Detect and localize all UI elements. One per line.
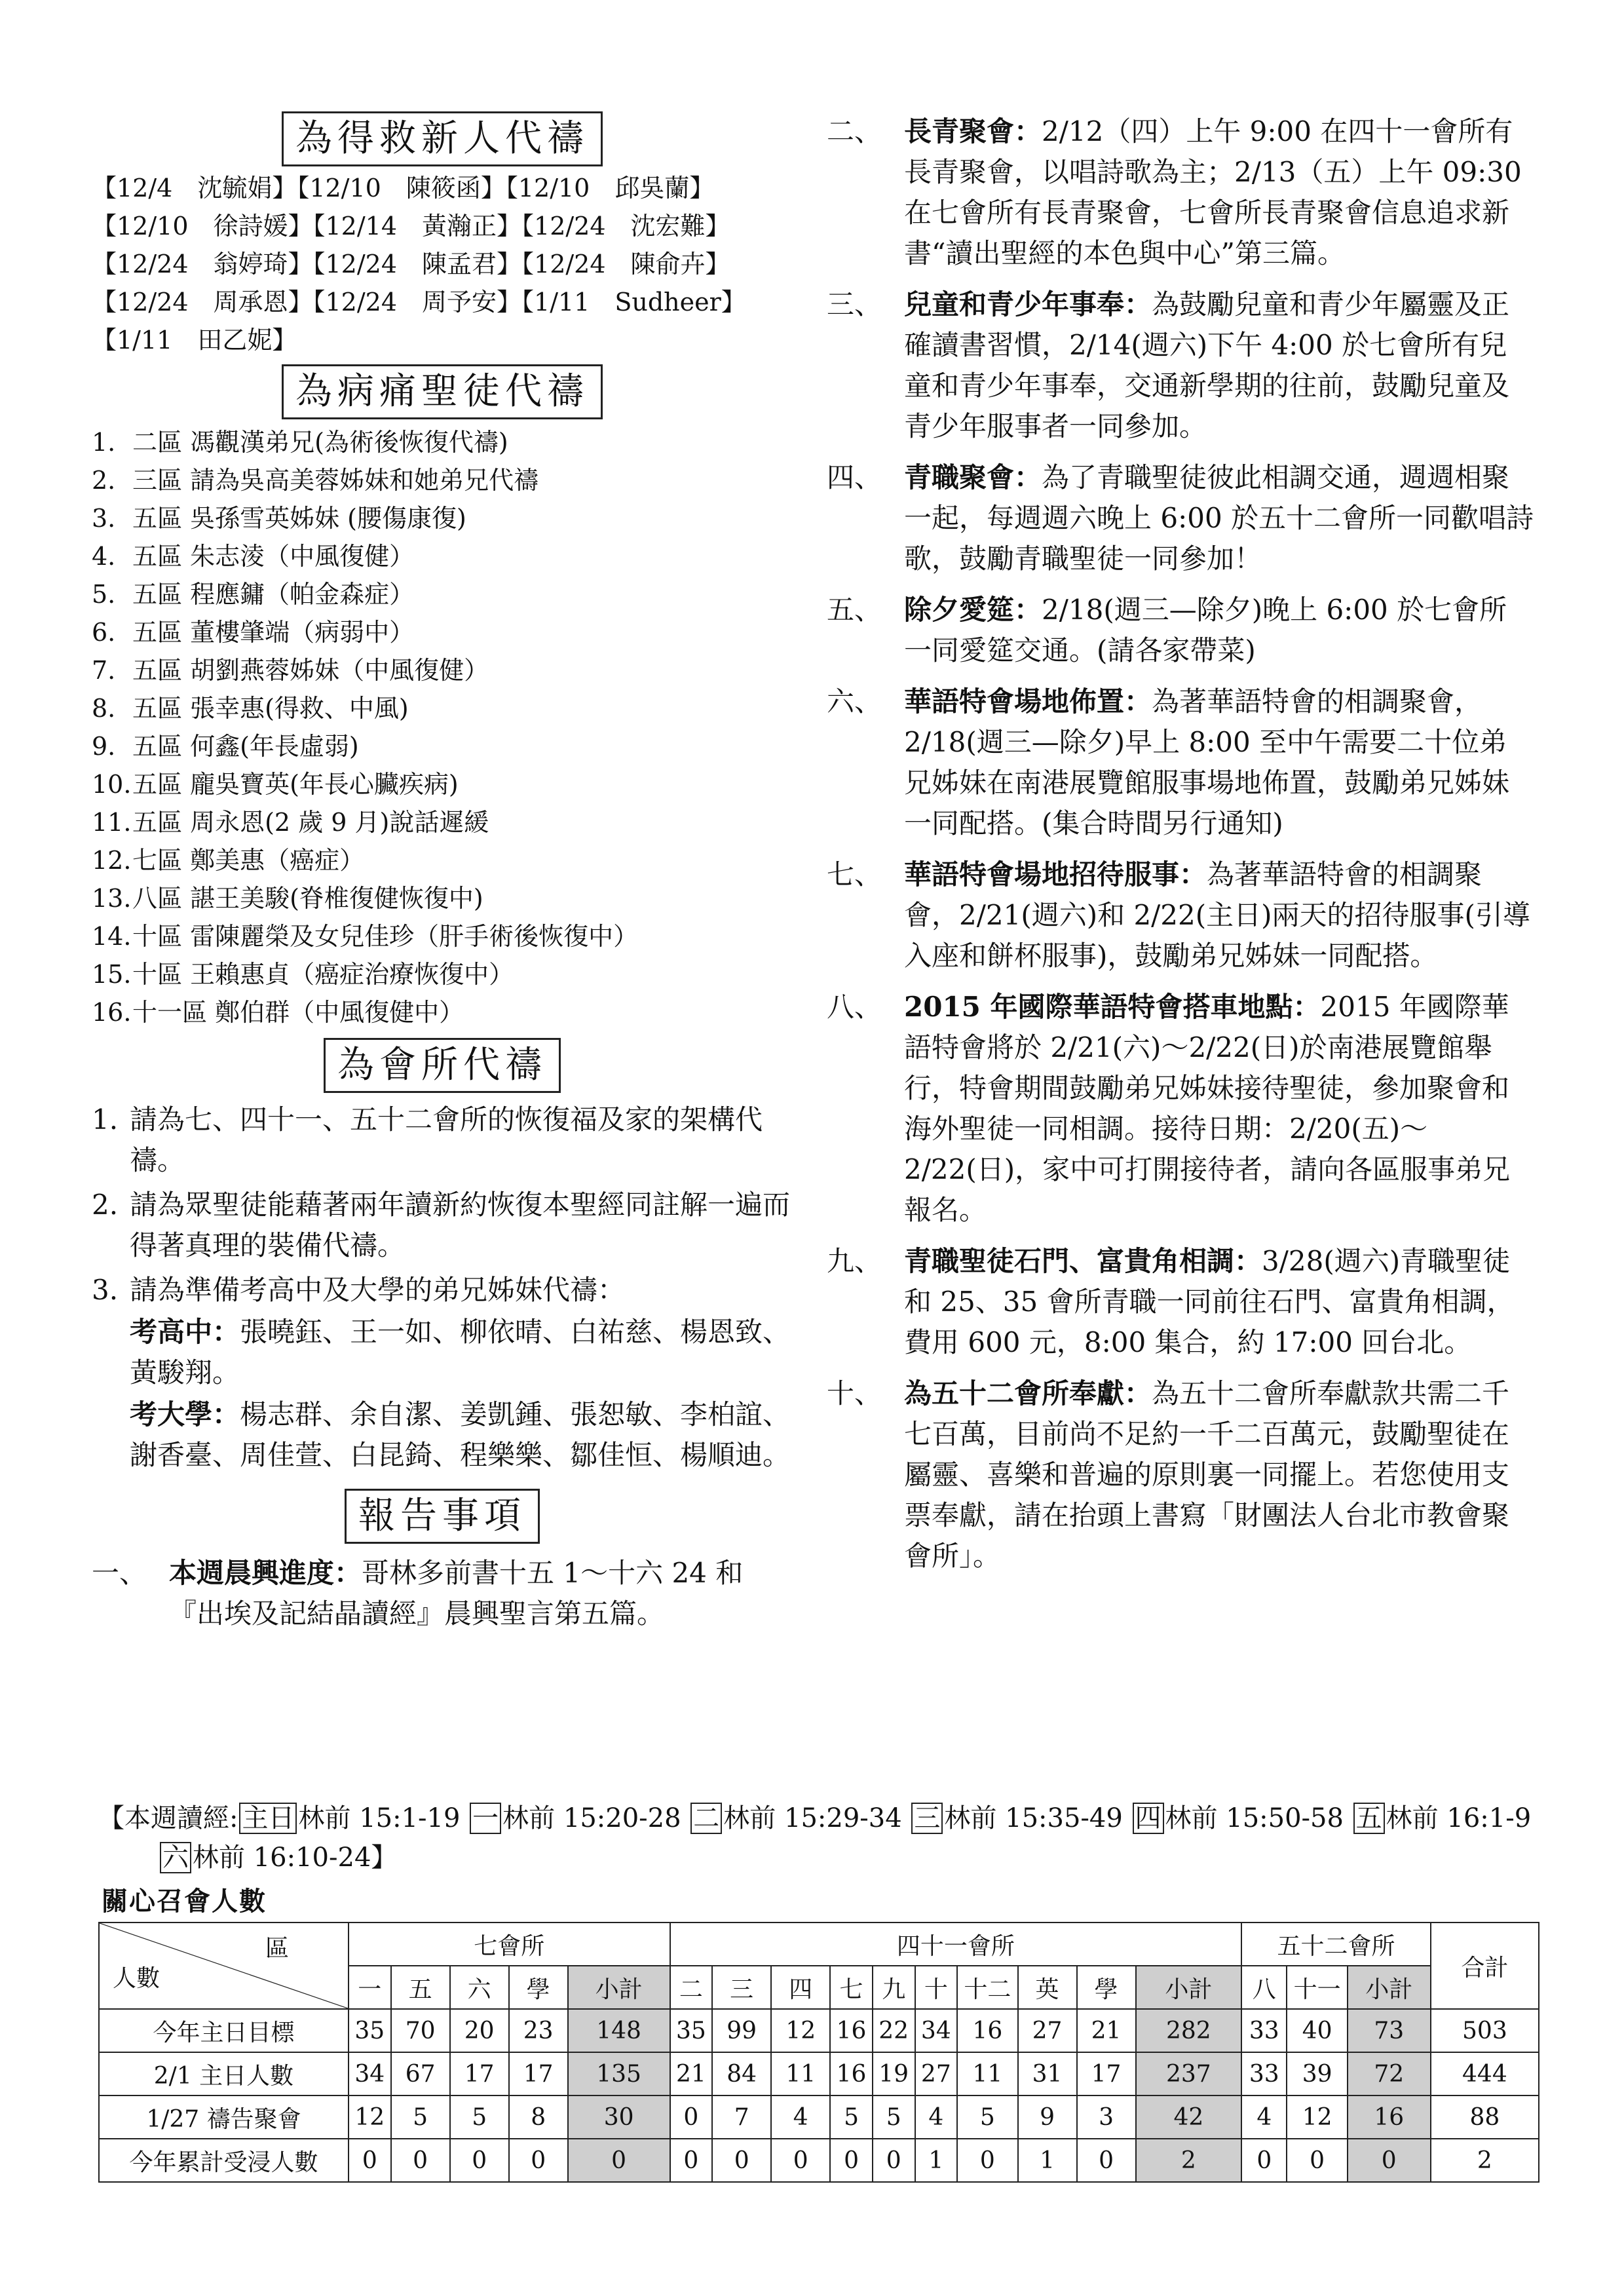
table-cell: 7 <box>712 2095 771 2139</box>
table-cell: 0 <box>391 2139 450 2182</box>
table-cell: 0 <box>771 2139 830 2182</box>
table-cell: 237 <box>1136 2052 1242 2095</box>
table-cell: 84 <box>712 2052 771 2095</box>
table-cell: 0 <box>450 2139 509 2182</box>
table-cell: 27 <box>1018 2009 1077 2052</box>
row-label: 1/27 禱告聚會 <box>99 2095 349 2139</box>
table-corner-cell <box>99 1923 349 2009</box>
column-header: 十一 <box>1287 1966 1347 2009</box>
table-cell: 11 <box>957 2052 1017 2095</box>
column-header: 小計 <box>568 1966 670 2009</box>
newcomers-line: 【12/24 翁婷琦】【12/24 陳孟君】【12/24 陳俞卉】 <box>92 250 730 278</box>
reports-list-left <box>92 1553 793 1634</box>
column-header: 十二 <box>957 1966 1017 2009</box>
table-cell: 16 <box>957 2009 1017 2052</box>
sick-item <box>92 727 793 765</box>
report-heading: 本週晨興進度： <box>169 1557 362 1589</box>
table-cell: 67 <box>391 2052 450 2095</box>
sick-item-text: 五區 程應鏞（帕金森症） <box>132 580 415 609</box>
table-row <box>99 2139 1539 2182</box>
reading-day: 五 <box>1353 1803 1385 1834</box>
column-header: 八 <box>1241 1966 1287 2009</box>
column-header: 英 <box>1018 1966 1077 2009</box>
table-cell: 0 <box>1077 2139 1136 2182</box>
report-heading: 長青聚會： <box>904 115 1042 147</box>
sick-item <box>92 461 793 499</box>
sick-item-number: 14. <box>92 922 132 951</box>
sick-item-number: 15. <box>92 960 132 989</box>
table-cell: 503 <box>1431 2009 1539 2052</box>
table-cell: 42 <box>1136 2095 1242 2139</box>
report-body: 為五十二會所奉獻款共需二千七百萬，目前尚不足約一千二百萬元，鼓勵聖徒在屬靈、喜樂和普遍的原則裏一同擺上。若您使用支票奉獻，請在抬頭上書寫「財團法人台北市教會聚會所」。 <box>904 1377 1510 1572</box>
table-cell: 0 <box>568 2139 670 2182</box>
report-heading: 2015 年國際華語特會搭車地點： <box>904 991 1321 1023</box>
table-cell: 5 <box>957 2095 1017 2139</box>
sick-item-number: 2. <box>92 466 116 495</box>
sick-item <box>92 955 793 993</box>
sick-item-number: 10. <box>92 770 132 799</box>
report-heading: 華語特會場地招待服事： <box>904 858 1207 890</box>
report-index: 三、 <box>827 288 882 320</box>
table-row <box>99 2009 1539 2052</box>
sick-item-number: 1. <box>92 428 116 457</box>
reading-suffix: 】 <box>371 1843 398 1873</box>
newcomers-line: 【12/24 周承恩】【12/24 周予安】【1/11 Sudheer】 <box>92 288 746 316</box>
report-item <box>92 1553 793 1634</box>
table-cell: 33 <box>1241 2052 1287 2095</box>
reading-ref: 林前 15:1-19 <box>298 1803 461 1833</box>
group-header: 七會所 <box>349 1923 670 1966</box>
newcomers-line: 【12/10 徐詩媛】【12/14 黃瀚正】【12/24 沈宏難】 <box>92 212 730 240</box>
sick-title: 為病痛聖徒代禱 <box>282 364 603 419</box>
sick-item-number: 16. <box>92 998 132 1027</box>
table-cell: 2 <box>1431 2139 1539 2182</box>
table-body <box>99 2009 1539 2182</box>
table-cell: 17 <box>450 2052 509 2095</box>
group-header: 四十一會所 <box>670 1923 1242 1966</box>
sick-item-number: 5. <box>92 580 116 609</box>
table-cell: 444 <box>1431 2052 1539 2095</box>
table-cell: 4 <box>1241 2095 1287 2139</box>
sick-item <box>92 575 793 613</box>
table-cell: 12 <box>771 2009 830 2052</box>
table-cell: 21 <box>1077 2009 1136 2052</box>
sick-item-number: 9. <box>92 732 116 761</box>
reading-ref: 林前 15:20-28 <box>502 1803 681 1833</box>
highschool-label: 考高中： <box>130 1316 240 1348</box>
report-item <box>827 111 1534 274</box>
sick-item-text: 八區 諶王美駿(脊椎復健恢復中) <box>132 884 483 913</box>
hall-list <box>92 1100 793 1476</box>
reading-day: 四 <box>1133 1803 1164 1834</box>
sick-item <box>92 689 793 727</box>
university-candidates <box>130 1394 793 1476</box>
sick-item-text: 五區 胡劉燕蓉姊妹（中風復健） <box>132 656 489 685</box>
table-cell: 5 <box>830 2095 873 2139</box>
table-cell: 16 <box>830 2052 873 2095</box>
table-cell: 16 <box>830 2009 873 2052</box>
sick-item-text: 五區 周永恩(2 歲 9 月)說話遲緩 <box>132 808 489 837</box>
table-cell: 17 <box>509 2052 568 2095</box>
table-cell: 148 <box>568 2009 670 2052</box>
table-cell: 0 <box>1348 2139 1431 2182</box>
sick-item <box>92 613 793 651</box>
report-heading: 除夕愛筵： <box>904 594 1042 626</box>
table-cell: 0 <box>1241 2139 1287 2182</box>
report-item <box>827 1373 1534 1577</box>
table-cell: 12 <box>349 2095 391 2139</box>
report-heading: 為五十二會所奉獻： <box>904 1377 1152 1409</box>
sick-list <box>92 423 793 1031</box>
sick-item-text: 三區 請為吳高美蓉姊妹和她弟兄代禱 <box>132 466 539 495</box>
table-cell: 12 <box>1287 2095 1347 2139</box>
sick-item <box>92 423 793 461</box>
report-heading: 兒童和青少年事奉： <box>904 288 1152 320</box>
table-cell: 19 <box>873 2052 915 2095</box>
report-body: 2015 年國際華語特會將於 2/21(六)～2/22(日)於南港展覽館舉行，特會期間鼓勵弟兄姊妹接待聖徒，參加聚會和海外聖徒一同相調。接待日期：2/20(五)～2/22(日)，家中可打開接待者，請向各區服事弟兄報名。 <box>904 991 1511 1226</box>
column-header: 七 <box>830 1966 873 2009</box>
sick-item-text: 五區 董樓肇端（病弱中） <box>132 618 415 647</box>
corner-district-label: 區 <box>265 1935 289 1962</box>
sick-item-number: 7. <box>92 656 116 685</box>
sick-item-text: 二區 馮觀漢弟兄(為術後恢復代禱) <box>132 428 508 457</box>
column-header: 十 <box>915 1966 958 2009</box>
table-cell: 8 <box>509 2095 568 2139</box>
table-cell: 33 <box>1241 2009 1287 2052</box>
sick-item-number: 6. <box>92 618 116 647</box>
hall-item: 1. 請為七、四十一、五十二會所的恢復福及家的架構代禱。 <box>92 1100 793 1181</box>
table-cell: 0 <box>957 2139 1017 2182</box>
hall-title: 為會所代禱 <box>324 1038 561 1093</box>
sick-item-text: 五區 張幸惠(得救、中風) <box>132 694 409 723</box>
table-cell: 5 <box>391 2095 450 2139</box>
column-header: 小計 <box>1348 1966 1431 2009</box>
sick-item-text: 五區 何鑫(年長虛弱) <box>132 732 359 761</box>
table-cell: 0 <box>349 2139 391 2182</box>
table-cell: 135 <box>568 2052 670 2095</box>
reading-day: 二 <box>690 1803 722 1834</box>
table-cell: 72 <box>1348 2052 1431 2095</box>
reading-day: 一 <box>470 1803 501 1834</box>
table-cell: 30 <box>568 2095 670 2139</box>
report-item <box>827 590 1534 671</box>
sick-item-text: 十區 雷陳麗榮及女兒佳珍（肝手術後恢復中） <box>132 922 639 951</box>
table-cell: 27 <box>915 2052 958 2095</box>
left-column <box>92 111 793 1645</box>
table-cell: 0 <box>712 2139 771 2182</box>
row-label: 今年累計受浸人數 <box>99 2139 349 2182</box>
hall-item-text: 請為七、四十一、五十二會所的恢復福及家的架構代禱。 <box>130 1103 763 1176</box>
report-item <box>827 1241 1534 1363</box>
report-heading: 青職聖徒石門、富貴角相調： <box>904 1245 1262 1277</box>
table-cell: 23 <box>509 2009 568 2052</box>
sick-item-number: 12. <box>92 846 132 875</box>
column-header: 三 <box>712 1966 771 2009</box>
table-cell: 0 <box>670 2139 713 2182</box>
reports-title: 報告事項 <box>345 1489 540 1544</box>
report-heading: 青職聚會： <box>904 461 1042 493</box>
table-cell: 2 <box>1136 2139 1242 2182</box>
column-header: 六 <box>450 1966 509 2009</box>
table-cell: 9 <box>1018 2095 1077 2139</box>
table-row <box>99 2095 1539 2139</box>
report-body: 為鼓勵兒童和青少年屬靈及正確讀書習慣，2/14(週六)下午 4:00 於七會所有兒童和青少年事奉，交通新學期的往前，鼓勵兒童及青少年服事者一同參加。 <box>904 288 1510 442</box>
report-body: 2/12（四）上午 9:00 在四十一會所有長青聚會，以唱詩歌為主；2/13（五）上午 09:30 在七會所有長青聚會，七會所長青聚會信息追求新書“讀出聖經的本色與中心”第三篇。 <box>904 115 1522 269</box>
report-item <box>827 987 1534 1231</box>
hall-item-text: 請為眾聖徒能藉著兩年讀新約恢復本聖經同註解一遍而得著真理的裝備代禱。 <box>130 1189 791 1261</box>
table-cell: 282 <box>1136 2009 1242 2052</box>
newcomers-line: 【1/11 田乙妮】 <box>92 326 297 354</box>
group-header: 五十二會所 <box>1241 1923 1431 1966</box>
sick-item-number: 13. <box>92 884 132 913</box>
table-cell: 88 <box>1431 2095 1539 2139</box>
newcomers-list <box>92 169 793 359</box>
sick-item <box>92 651 793 689</box>
table-cell: 0 <box>670 2095 713 2139</box>
total-header: 合計 <box>1431 1923 1539 2009</box>
row-label: 2/1 主日人數 <box>99 2052 349 2095</box>
report-index: 六、 <box>827 685 882 718</box>
table-cell: 5 <box>873 2095 915 2139</box>
table-cell: 70 <box>391 2009 450 2052</box>
column-header: 五 <box>391 1966 450 2009</box>
report-index: 八、 <box>827 991 882 1023</box>
sick-item <box>92 537 793 575</box>
sick-item <box>92 879 793 917</box>
sick-item <box>92 993 793 1031</box>
sick-item-number: 11. <box>92 808 132 837</box>
sick-item-text: 五區 朱志淩（中風復健） <box>132 542 415 571</box>
sick-item <box>92 765 793 803</box>
reading-ref: 林前 15:50-58 <box>1165 1803 1344 1833</box>
column-header: 二 <box>670 1966 713 2009</box>
table-cell: 40 <box>1287 2009 1347 2052</box>
report-body: 3/28(週六)青職聖徒和 25、35 會所青職一同前往石門、富貴角相調，費用 600 元，8:00 集合，約 17:00 回台北。 <box>904 1245 1515 1358</box>
university-label: 考大學： <box>130 1398 240 1430</box>
table-cell: 34 <box>915 2009 958 2052</box>
row-label: 今年主日目標 <box>99 2009 349 2052</box>
report-index: 十、 <box>827 1377 882 1409</box>
weekly-reading <box>98 1799 1539 1877</box>
newcomers-line: 【12/4 沈毓娟】【12/10 陳筱函】【12/10 邱吳蘭】 <box>92 174 715 202</box>
report-index: 九、 <box>827 1245 882 1277</box>
table-cell: 11 <box>771 2052 830 2095</box>
reading-ref: 林前 15:35-49 <box>944 1803 1123 1833</box>
report-body: 哥林多前書十五 1～十六 24 和『出埃及記結晶讀經』晨興聖言第五篇。 <box>169 1557 744 1630</box>
sick-item <box>92 803 793 841</box>
hall-item: 3. 請為準備考高中及大學的弟兄姊妹代禱： 考高中：張曉鈺、王一如、柳依晴、白祐慈、楊恩致、黃駿翔。 考大學：楊志群、余自潔、姜凱鍾、張恕敏、李柏誼、謝香臺、周佳萱、白昆錡、程樂樂、鄒佳恒、楊順迪。 <box>92 1270 793 1476</box>
sick-item <box>92 499 793 537</box>
table-cell: 3 <box>1077 2095 1136 2139</box>
sick-item-text: 十一區 鄭伯群（中風復健中） <box>132 998 464 1027</box>
reading-ref: 林前 16:10-24 <box>193 1843 371 1873</box>
sick-item-text: 七區 鄭美惠（癌症） <box>132 846 365 875</box>
table-cell: 34 <box>349 2052 391 2095</box>
sick-item-number: 3. <box>92 504 116 533</box>
table-cell: 0 <box>873 2139 915 2182</box>
table-cell: 17 <box>1077 2052 1136 2095</box>
table-cell: 20 <box>450 2009 509 2052</box>
column-header: 學 <box>509 1966 568 2009</box>
sick-item-number: 8. <box>92 694 116 723</box>
column-header: 四 <box>771 1966 830 2009</box>
table-cell: 1 <box>1018 2139 1077 2182</box>
table-cell: 4 <box>915 2095 958 2139</box>
reading-ref: 林前 16:1-9 <box>1386 1803 1532 1833</box>
table-cell: 39 <box>1287 2052 1347 2095</box>
report-index: 七、 <box>827 858 882 890</box>
right-column <box>827 111 1534 1587</box>
column-header: 學 <box>1077 1966 1136 2009</box>
column-header: 小計 <box>1136 1966 1242 2009</box>
corner-count-label: 人數 <box>113 1965 161 1992</box>
sick-item-text: 十區 王賴惠貞（癌症治療恢復中） <box>132 960 514 989</box>
sick-item-text: 五區 龐吳寶英(年長心臟疾病) <box>132 770 459 799</box>
stats-title: 關心召會人數 <box>102 1886 267 1917</box>
reading-day: 三 <box>911 1803 943 1834</box>
report-body: 為著華語特會的相調聚會，2/21(週六)和 2/22(主日)兩天的招待服事(引導入座和餅杯服事)，鼓勵弟兄姊妹一同配搭。 <box>904 858 1530 972</box>
table-cell: 73 <box>1348 2009 1431 2052</box>
report-body: 為了青職聖徒彼此相調交通，週週相聚一起，每週週六晚上 6:00 於五十二會所一同歡唱詩歌，鼓勵青職聖徒一同參加！ <box>904 461 1534 575</box>
table-cell: 0 <box>1287 2139 1347 2182</box>
table-cell: 16 <box>1348 2095 1431 2139</box>
sick-item-number: 4. <box>92 542 116 571</box>
table-cell: 0 <box>830 2139 873 2182</box>
reading-prefix: 【本週讀經: <box>98 1803 238 1833</box>
report-item <box>827 681 1534 844</box>
highschool-names: 張曉鈺、王一如、柳依晴、白祐慈、楊恩致、黃駿翔。 <box>130 1316 791 1388</box>
table-row <box>99 2052 1539 2095</box>
sick-item <box>92 841 793 879</box>
column-header: 九 <box>873 1966 915 2009</box>
table-cell: 1 <box>915 2139 958 2182</box>
reading-day: 主日 <box>239 1803 297 1834</box>
report-body: 2/18(週三—除夕)晚上 6:00 於七會所一同愛筵交通。(請各家帶菜) <box>904 594 1507 666</box>
reading-ref: 林前 15:29-34 <box>723 1803 902 1833</box>
sick-item-text: 五區 吳孫雪英姊妹 (腰傷康復) <box>132 504 466 533</box>
report-item <box>827 854 1534 976</box>
report-index: 四、 <box>827 461 882 493</box>
table-cell: 31 <box>1018 2052 1077 2095</box>
highschool-candidates <box>130 1312 793 1393</box>
report-body: 為著華語特會的相調聚會，2/18(週三—除夕)早上 8:00 至中午需要二十位弟兄姊妹在南港展覽館服事場地佈置，鼓勵弟兄姊妹一同配搭。(集合時間另行通知) <box>904 685 1510 839</box>
table-cell: 99 <box>712 2009 771 2052</box>
hall-item-text: 請為準備考高中及大學的弟兄姊妹代禱： <box>130 1274 626 1306</box>
report-item <box>827 284 1534 447</box>
university-names: 楊志群、余自潔、姜凱鍾、張恕敏、李柏誼、謝香臺、周佳萱、白昆錡、程樂樂、鄒佳恒、楊順迪。 <box>130 1398 791 1471</box>
report-index: 一、 <box>92 1557 147 1589</box>
hall-item: 2. 請為眾聖徒能藉著兩年讀新約恢復本聖經同註解一遍而得著真理的裝備代禱。 <box>92 1185 793 1266</box>
table-cell: 21 <box>670 2052 713 2095</box>
reading-day: 六 <box>160 1842 191 1873</box>
sick-item <box>92 917 793 955</box>
table-cell: 22 <box>873 2009 915 2052</box>
table-cell: 0 <box>509 2139 568 2182</box>
report-heading: 華語特會場地佈置： <box>904 685 1152 718</box>
table-cell: 35 <box>349 2009 391 2052</box>
table-cell: 4 <box>771 2095 830 2139</box>
report-index: 五、 <box>827 594 882 626</box>
report-item <box>827 457 1534 579</box>
table-cell: 35 <box>670 2009 713 2052</box>
table-cell: 5 <box>450 2095 509 2139</box>
column-header: 一 <box>349 1966 391 2009</box>
attendance-table <box>98 1922 1539 2183</box>
newcomers-title: 為得救新人代禱 <box>282 111 603 166</box>
report-index: 二、 <box>827 115 882 147</box>
